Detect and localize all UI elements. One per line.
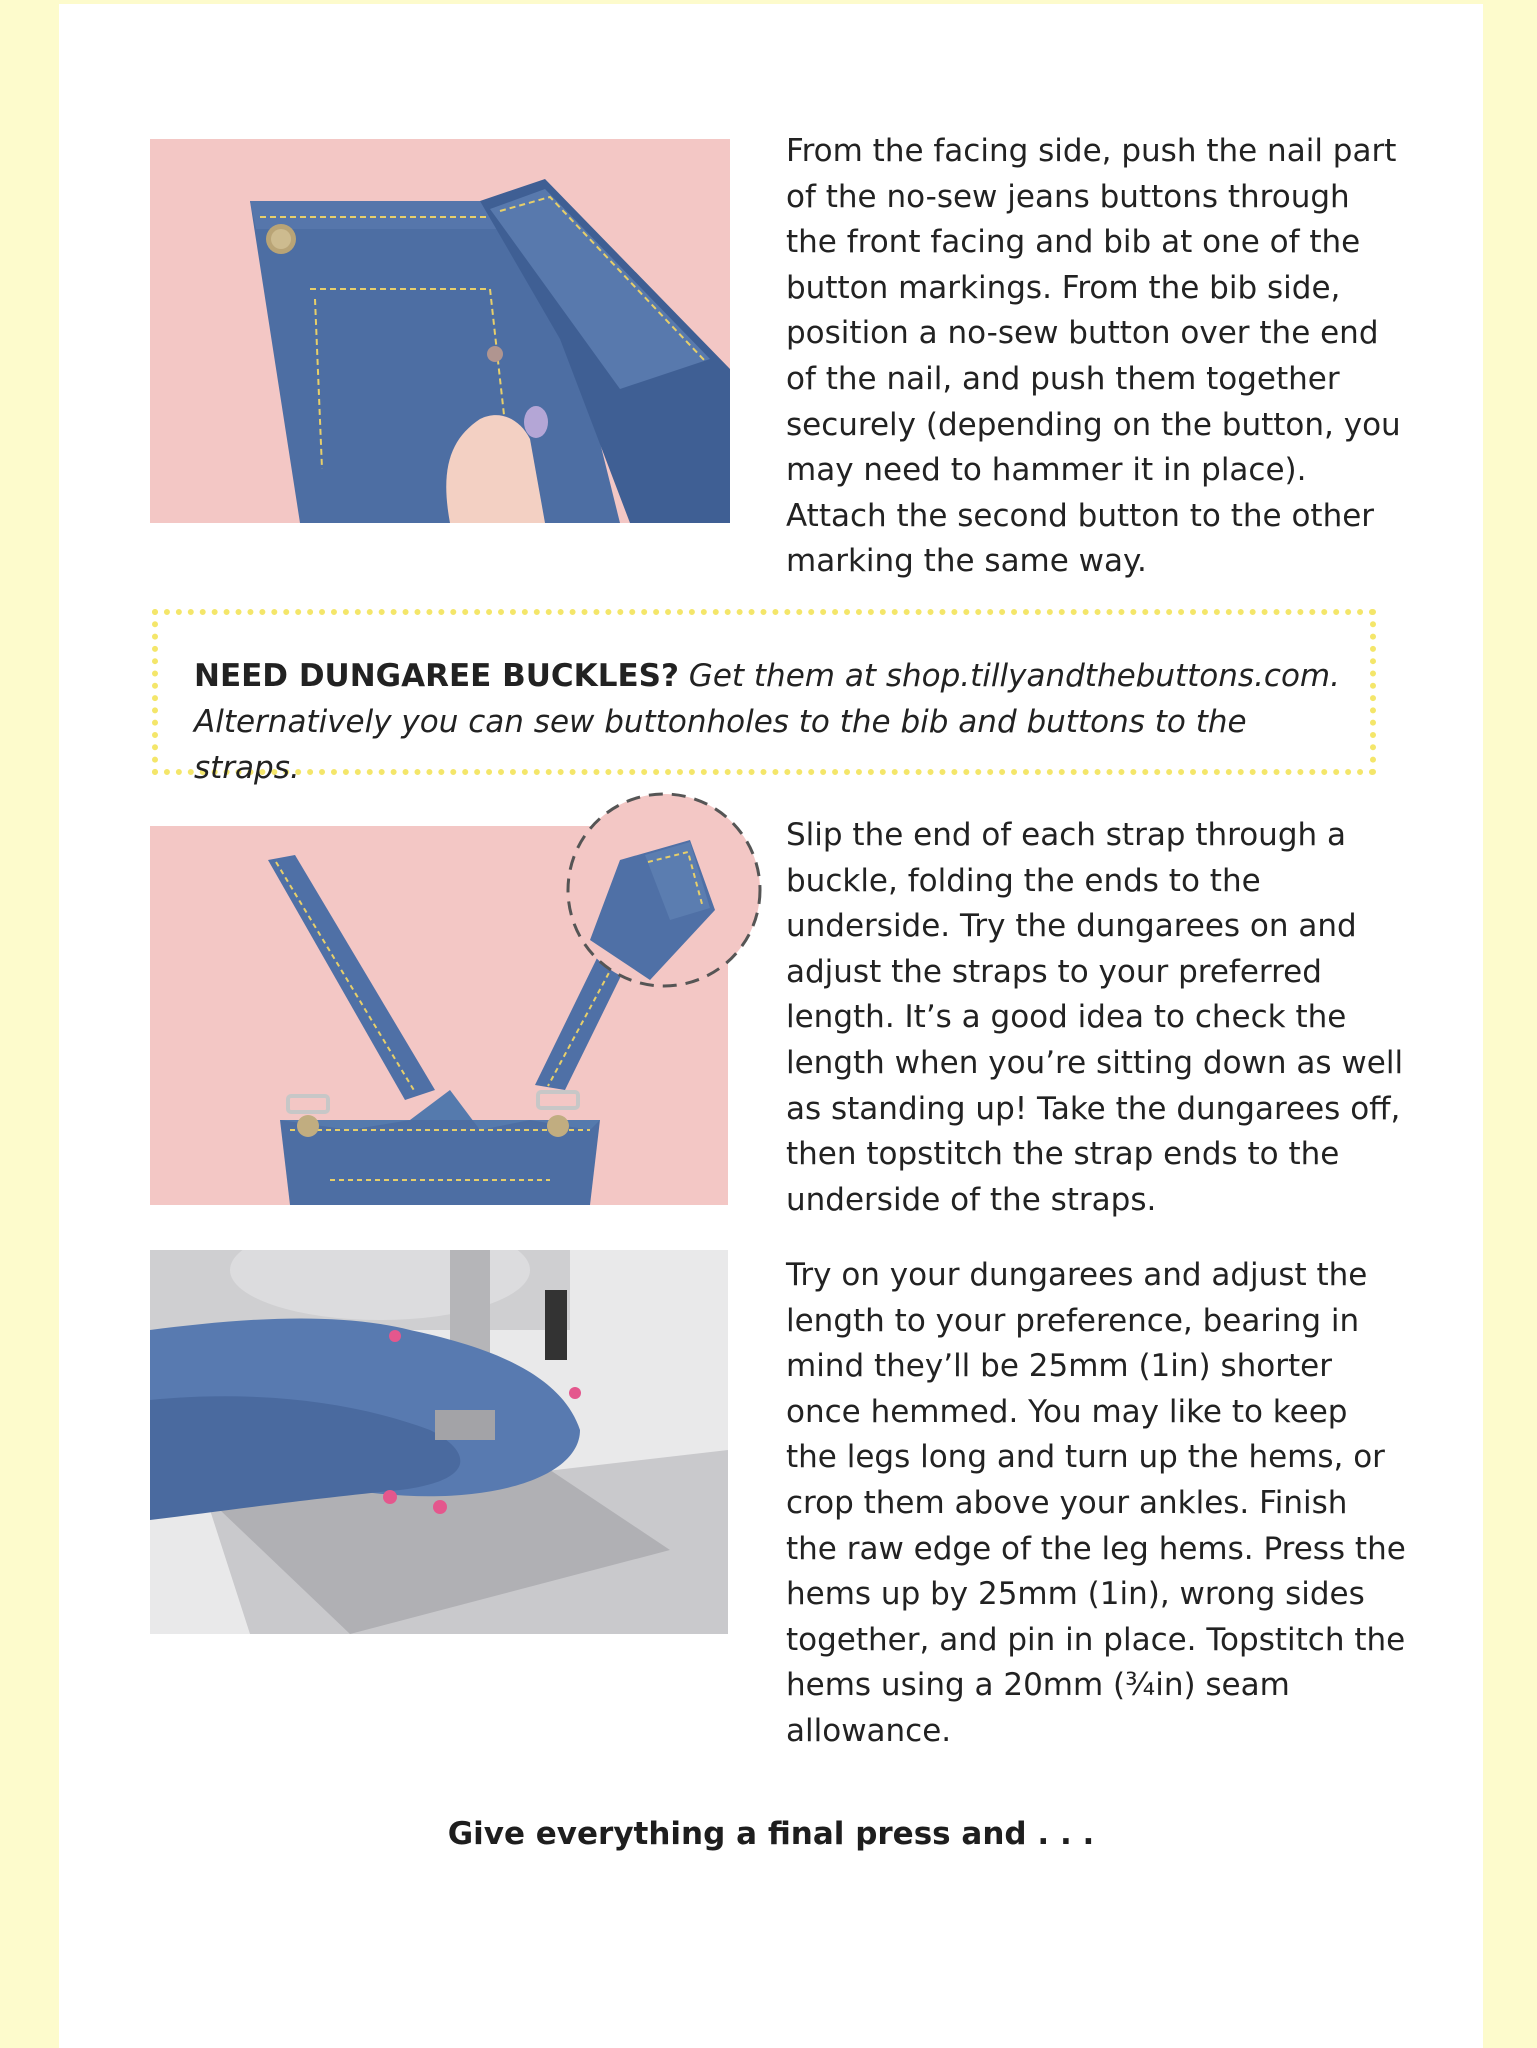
step-text-hems: Try on your dungarees and adjust the length to your preference, bearing in mind they’ll be 25mm (1in) shorter once hemmed. You may like to keep the legs long and turn up the hems, or crop them above your ankles. Finish the raw edge of the leg hems. Press the hems up by 25mm (1in), wrong sides together, and pin in place. Topstitch the hems using a 20mm (¾in) seam allowance. [786,1257,1406,1749]
step-text-buttons: From the facing side, push the nail part of the no-sew jeans buttons through the front facing and bib at one of the button markings. From the bib side, position a no-sew button over the end of the nail, and push them together securely (depending on the button, you may need to hammer it in place). Attach the second button to the other marking the same way. [786,133,1401,580]
tip-box [152,609,1376,786]
tip-title: NEED DUNGAREE BUCKLES? [194,658,679,694]
final-line: Give everything a final press and . . . [447,1816,1095,1852]
denim-bib-button-photo [150,139,730,523]
sewing-machine-hem-photo [150,1250,728,1634]
tip-body: Get them at shop.tillyandthebuttons.com. Alternatively you can sew buttonholes to the bib and buttons to the straps. [194,658,1340,786]
dungaree-straps-photo [150,800,823,1205]
tip-text [194,653,1350,791]
page [59,4,1483,2048]
step-text-straps: Slip the end of each strap through a buckle, folding the ends to the underside. Try the dungarees on and adjust the straps to your preferred length. It’s a good idea to check the length when you’re sitting down as well as standing up! Take the dungarees off, then topstitch the strap ends to the underside of the straps. [786,817,1404,1218]
